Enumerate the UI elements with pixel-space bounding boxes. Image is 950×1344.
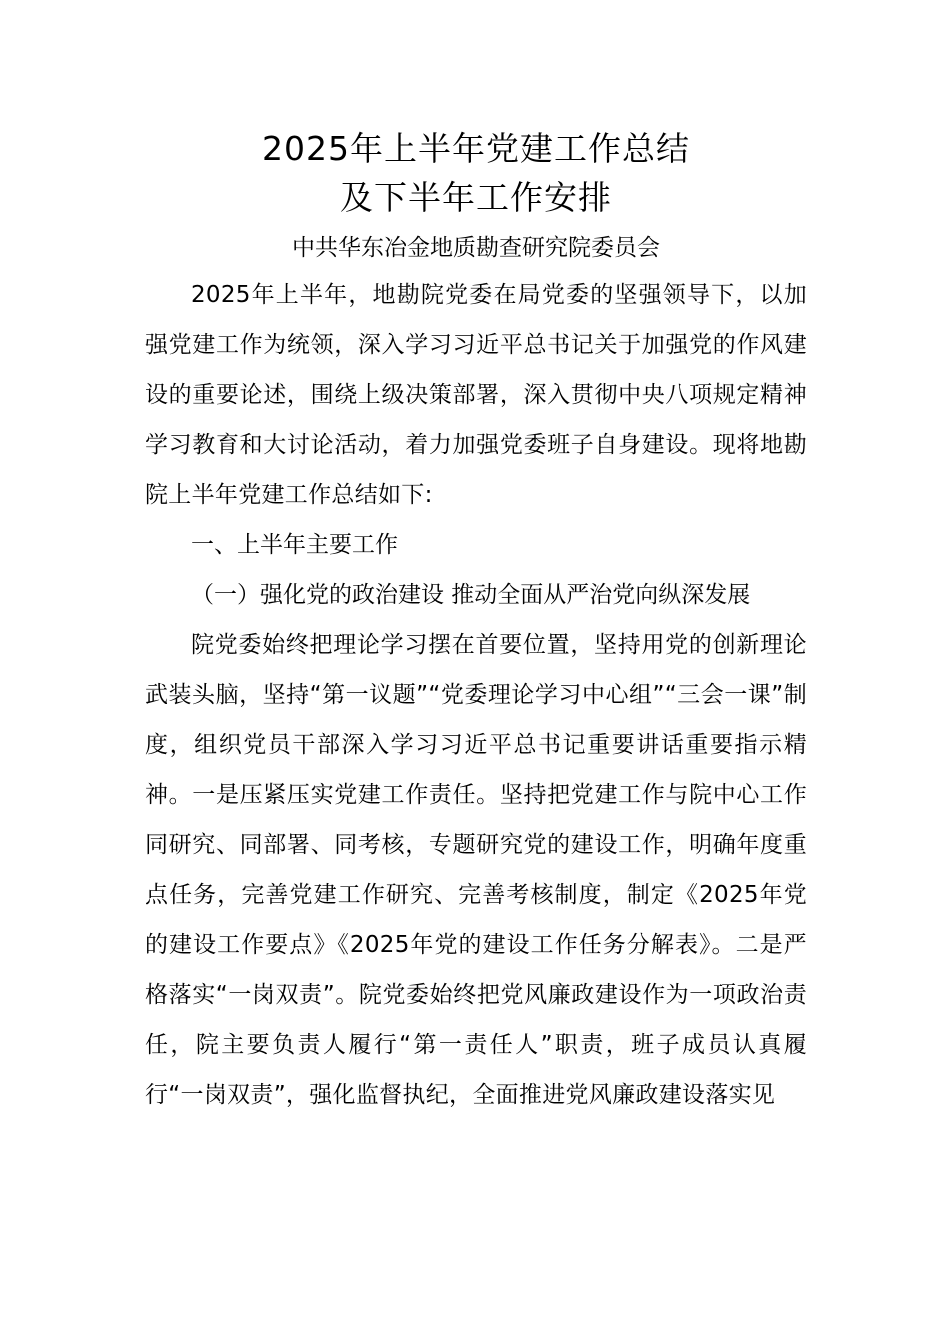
subsection-heading: （一）强化党的政治建设 推动全面从严治党向纵深发展 xyxy=(191,582,751,608)
intro-paragraph: 2025年上半年，地勘院党委在局党委的坚强领导下，以加强党建工作为统领，深入学习习近平总书记关于加强党的作风建设的重要论述，围绕上级决策部署，深入贯彻中央八项规定精神学习教育和大讨论活动，着力加强党委班子自身建设。现将地勘院上半年党建工作总结如下: xyxy=(145,282,807,508)
document-title xyxy=(145,124,807,222)
section-heading: 一、上半年主要工作 xyxy=(191,532,398,558)
title-line-1: 2025年上半年党建工作总结 xyxy=(262,129,690,168)
document-page xyxy=(145,124,807,1120)
title-line-2: 及下半年工作安排 xyxy=(340,178,612,217)
document-author: 中共华东冶金地质勘查研究院委员会 xyxy=(292,235,660,261)
body-paragraph: 院党委始终把理论学习摆在首要位置，坚持用党的创新理论武装头脑，坚持“第一议题”“党委理论学习中心组”“三会一课”制度，组织党员干部深入学习习近平总书记重要讲话重要指示精神。一是压紧压实党建工作责任。坚持把党建工作与院中心工作同研究、同部署、同考核，专题研究党的建设工作，明确年度重点任务，完善党建工作研究、完善考核制度，制定《2025年党的建设工作要点》《2025年党的建设工作任务分解表》。二是严格落实“一岗双责”。院党委始终把党风廉政建设作为一项政治责任，院主要负责人履行“第一责任人”职责，班子成员认真履行“一岗双责”，强化监督执纪，全面推进党风廉政建设落实见 xyxy=(145,632,807,1108)
